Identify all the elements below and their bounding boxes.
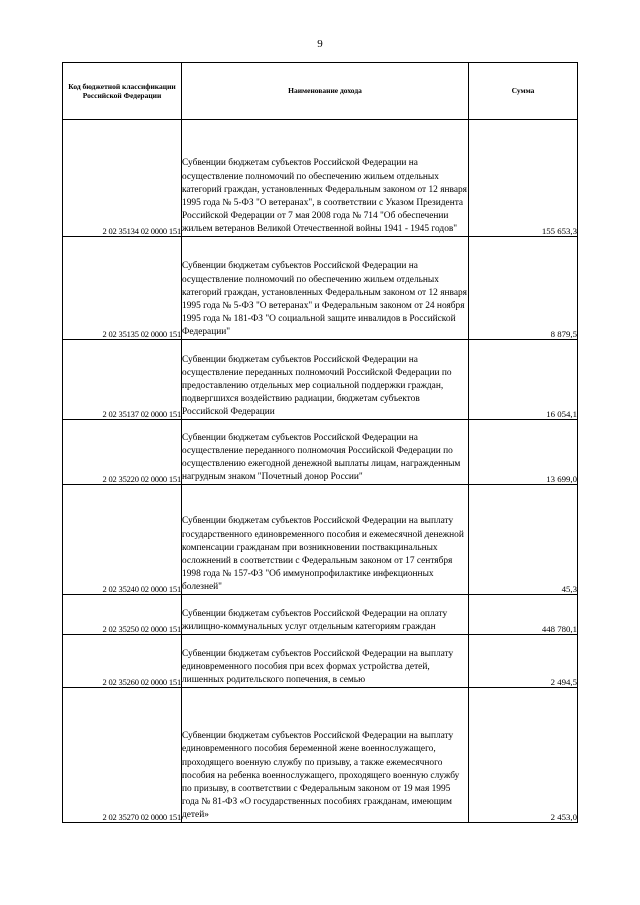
table-row xyxy=(63,595,578,635)
column-header-name: Наименование дохода xyxy=(182,63,469,120)
amount-cell: 2 453,0 xyxy=(469,688,578,823)
budget-code-cell: 2 02 35220 02 0000 151 xyxy=(63,420,182,485)
table-row xyxy=(63,485,578,595)
amount-cell: 13 699,0 xyxy=(469,420,578,485)
budget-code-cell: 2 02 35260 02 0000 151 xyxy=(63,635,182,688)
revenue-name-cell xyxy=(182,688,469,823)
revenue-name-cell xyxy=(182,420,469,485)
revenue-name-cell xyxy=(182,340,469,420)
table-row xyxy=(63,340,578,420)
revenue-table xyxy=(62,62,578,823)
page-number: 9 xyxy=(317,38,323,50)
revenue-name-cell xyxy=(182,635,469,688)
amount-cell: 8 879,5 xyxy=(469,237,578,340)
budget-code-cell: 2 02 35135 02 0000 151 xyxy=(63,237,182,340)
revenue-name-text: Субвенции бюджетам субъектов Российской Федерации на выплату государственного единовременного пособия и ежемесячной денежной компенсации гражданам при возникновении поствакцинальных осложнений в соответствии с Федеральным законом от 17 сентября 1998 года № 157-ФЗ "Об иммунопрофилактике инфекционных болезней" xyxy=(182,516,464,592)
revenue-name-text: Субвенции бюджетам субъектов Российской Федерации на осуществление полномочий по обеспечению жильем отдельных категорий граждан, установленных Федеральным законом от 12 января 1995 года № 5-ФЗ "О ветеранах" и Федеральным законом от 24 ноября 1995 года № 181-ФЗ "О социальной защите инвалидов в Российской Федерации" xyxy=(182,261,467,337)
revenue-name-cell xyxy=(182,120,469,237)
amount-cell: 155 653,3 xyxy=(469,120,578,237)
revenue-name-text: Субвенции бюджетам субъектов Российской Федерации на осуществление переданных полномочий Российской Федерации по предоставлению отдельных мер социальной поддержки граждан, подвергшихся воздействию радиации, бюджетам субъектов Российской Федерации xyxy=(182,354,452,417)
table-row xyxy=(63,420,578,485)
table-row xyxy=(63,635,578,688)
amount-cell: 448 780,1 xyxy=(469,595,578,635)
budget-code-cell: 2 02 35250 02 0000 151 xyxy=(63,595,182,635)
budget-code-cell: 2 02 35240 02 0000 151 xyxy=(63,485,182,595)
revenue-name-text: Субвенции бюджетам субъектов Российской Федерации на осуществление полномочий по обеспечению жильем отдельных категорий граждан, установленных Федеральным законом от 12 января 1995 года № 5-ФЗ "О ветеранах", в соответствии с Указом Президента Российской Федерации от 7 мая 2008 года № 714 "Об обеспечении жильем ветеранов Великой Отечественной войны 1941 - 1945 годов" xyxy=(182,158,467,234)
budget-code-cell: 2 02 35270 02 0000 151 xyxy=(63,688,182,823)
budget-code-cell: 2 02 35137 02 0000 151 xyxy=(63,340,182,420)
table-row xyxy=(63,688,578,823)
amount-cell: 16 054,1 xyxy=(469,340,578,420)
revenue-name-cell xyxy=(182,595,469,635)
column-header-code: Код бюджетной классификации Российской Федерации xyxy=(63,63,182,120)
table-row xyxy=(63,120,578,237)
amount-cell: 45,3 xyxy=(469,485,578,595)
table-row xyxy=(63,237,578,340)
table-header-row xyxy=(63,63,578,120)
revenue-name-text: Субвенции бюджетам субъектов Российской Федерации на выплату единовременного пособия беременной жене военнослужащего, проходящего военную службу по призыву, а также ежемесячного пособия на ребенка военнослужащего, проходящего военную службу по призыву, в соответствии с Федеральным законом от 19 мая 1995 года № 81-ФЗ «О государственных пособиях гражданам, имеющим детей» xyxy=(182,731,460,820)
amount-cell: 2 494,5 xyxy=(469,635,578,688)
revenue-name-text: Субвенции бюджетам субъектов Российской Федерации на выплату единовременного пособия при всех формах устройства детей, лишенных родительского попечения, в семью xyxy=(182,648,454,685)
revenue-name-cell xyxy=(182,237,469,340)
budget-code-cell: 2 02 35134 02 0000 151 xyxy=(63,120,182,237)
revenue-name-cell xyxy=(182,485,469,595)
column-header-sum: Сумма xyxy=(469,63,578,120)
revenue-name-text: Субвенции бюджетам субъектов Российской Федерации на осуществление переданного полномочия Российской Федерации по осуществлению ежегодной денежной выплаты лицам, награжденным нагрудным знаком "Почетный донор России" xyxy=(182,432,461,482)
revenue-name-text: Субвенции бюджетам субъектов Российской Федерации на оплату жилищно-коммунальных услуг отдельным категориям граждан xyxy=(182,608,448,632)
